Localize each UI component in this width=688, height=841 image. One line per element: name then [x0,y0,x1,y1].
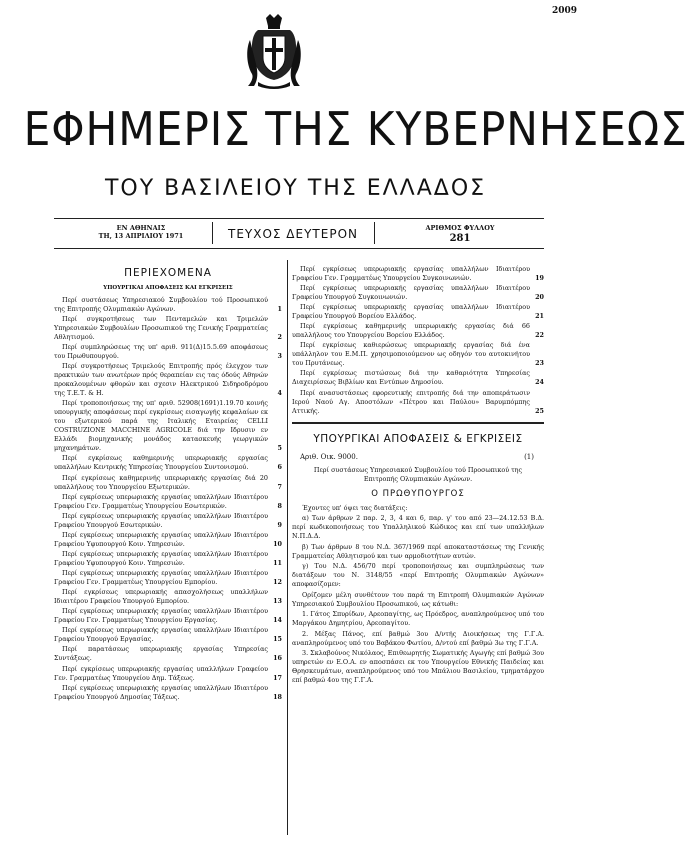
contents-item[interactable] [54,665,282,683]
contents-item-page: 16 [273,654,282,663]
column-divider [287,260,288,835]
contents-item[interactable] [292,265,544,283]
decision-index: (1) [524,452,534,461]
header-divider-left [212,222,213,244]
contents-item-text: Περί εγκρίσεως καθημερινής υπερωριακής εργασίας διά 20 υπαλλήλους του Υπουργείου Εξωτερικών. [54,473,268,491]
contents-item-text: Περί παρατάσεως υπερωριακής εργασίας Υπηρεσίας Συντάξεως. [54,645,268,663]
contents-item[interactable] [54,343,282,361]
contents-item[interactable] [54,362,282,398]
contents-item-text: Περί εγκρίσεως υπερωριακής εργασίας υπαλλήλων Ιδιαιτέρου Γραφείου Υπουργού Εργασίας. [54,626,268,644]
issue-date: ΤΗ, 13 ΑΠΡΙΛΙΟΥ 1971 [98,232,184,241]
contents-item[interactable] [292,322,544,340]
contents-item[interactable] [54,454,282,472]
contents-item-text: Περί εγκρίσεως υπερωριακής εργασίας υπαλλήλων Ιδιαιτέρου Γραφείου Γεν. Γραμματέως Υπουργείου Εμπορίου. [54,569,268,587]
contents-item[interactable] [292,369,544,387]
contents-item-page: 21 [535,312,544,321]
contents-item-text: Περί εγκρίσεως υπερωριακής εργασίας υπαλλήλων Ιδιαιτέρου Γραφείου Υπουργού Βορείου Ελλάδος. [292,303,530,321]
contents-item[interactable] [54,531,282,549]
decision-paragraph: 2. Μέξας Πάνος, επί βαθμώ 3ου Δ/ντής Διοικήσεως της Γ.Γ.Α. αναπληρούμενος υπό του Βαβάκου Φωτίου, Δ/ντού επί βαθμώ 3ω της Γ.Γ.Α. [292,629,544,647]
issue-place-date [76,224,206,241]
contents-item-page: 4 [277,389,282,398]
contents-item-text: Περί συγκροτήσεως Τριμελούς Επιτροπής πρός έλεγχον των πρακτικών των ανωτέρων πρός θεραπείαν εις τας όδούς Αθηνών προκαλουμένων φθορών και σχεσιν Ηλεκτρικού Σιδηροδρόμου της Τ.Ε.Τ. & Η. [54,362,268,398]
contents-item-page: 1 [277,305,282,313]
contents-item-page: 23 [535,359,544,368]
contents-item-page: 8 [277,501,282,510]
contents-item-text: Περί εγκρίσεως υπερωριακής απασχολήσεως υπαλλήλων Ιδιαιτέρου Γραφείου Υπουργού Εμπορίου. [54,588,268,606]
contents-item-page: 11 [273,558,282,567]
contents-item-text: Περί εγκρίσεως υπερωριακής εργασίας υπαλλήλων Ιδιαιτέρου Γραφείου Υφυπουργού Κοιν. Υπηρεσιών. [54,530,268,548]
decision-authority: Ο ΠΡΩΘΥΠΟΥΡΓΟΣ [371,488,465,499]
contents-item-page: 9 [277,520,282,529]
contents-item[interactable] [54,399,282,453]
contents-item-page: 2 [277,333,282,342]
contents-item-text: Περί εγκρίσεως υπερωριακής εργασίας υπαλλήλων Ιδιαιτέρου Γραφείου Υπουργού Δημοσίας Τάξεως. [54,683,268,701]
contents-item[interactable] [54,645,282,663]
contents-item-text: Περί εγκρίσεως υπερωριακής εργασίας υπαλλήλων Ιδιαιτέρου Γραφείου Υφυπουργού Κοιν. Υπηρεσιών. [54,549,268,567]
decision-paragraph: Έχοντες υπ' όψει τας διατάξεις: [302,503,408,512]
contents-item-page: 19 [535,274,544,282]
contents-item-page: 6 [277,463,282,472]
contents-item[interactable] [292,303,544,321]
contents-item[interactable] [54,569,282,587]
contents-list-right [292,265,544,416]
contents-item-text: Περί συστάσεως Υπηρεσιακού Συμβουλίου τού Προσωπικού της Επιτροπής Ολυμπιακών Αγώνων. [54,296,268,313]
decision-paragraph: β) Των άρθρων 8 του Ν.Δ. 367/1969 περί αποκαταστάσεως της Γενικής Γραμματείας Αθλητισμού και των αρμοδιοτήτων αυτών. [292,542,544,560]
page-number: 2009 [551,6,577,16]
sheet-number: 281 [449,233,471,245]
contents-item-text: Περί εγκρίσεως πιστώσεως διά την καθαριότητα Υπηρεσίας Διαχειρίσεως Βιβλίων και Εντύπων Δημοσίου. [292,369,530,387]
contents-item-page: 18 [273,692,282,701]
contents-item-text: Περί συγκροτήσεως των Πενταμελών και Τριμελών Υπηρεσιακών Συμβουλίων Προσωπικού της Γενικής Γραμματείας Αθλητισμού. [54,315,268,342]
issue-series: ΤΕΥΧΟΣ ΔΕΥΤΕΡΟΝ [228,227,358,241]
contents-title: ΠΕΡΙΕΧΟΜΕΝΑ [124,267,212,279]
contents-item[interactable] [54,550,282,568]
contents-item-text: Περί τροποποιήσεως της υπ' αριθ. 52908(1691)1.19.70 κοινής υπουργικής αποφάσεως περί εγκρίσεως εισαγωγής κεφαλαίων εκ του εξωτερικού παρά της Ιταλικής Εταιρείας CELLI COSTRUZIONE MACCHINE AGRICOLE διά την Ιδρυσιν εν Ελλάδι βιομηχανικής μονάδος κατασκευής γεωργικών μηχανημάτων. [54,399,268,453]
contents-item-page: 3 [277,352,282,361]
decision-paragraph: γ) Του Ν.Δ. 456/70 περί τροποποιήσεως και συμπληρώσεως των διατάξεων του Ν. 3148/55 «περί Επιτροπής Ολυμπιακών Αγώνων» αποφασίζομεν: [292,562,544,589]
contents-item-text: Περί ανασυστάσεως εφορευτικής επιτροπής διά την αποπεράτωσιν Ιερού Ναού Αγ. Αποστόλων «Πέτρου και Παύλου» Βαρυμπόμπης Αττικής. [292,388,530,415]
contents-item-page: 7 [277,482,282,491]
contents-item[interactable] [54,607,282,625]
decision-title: Περί συστάσεως Υπηρεσιακού Συμβουλίου τού Προσωπικού της Επιτροπής Ολυμπιακών Αγώνων. [313,465,523,483]
contents-item-page: 17 [273,673,282,682]
header-bottom-rule [54,248,544,249]
right-column [292,265,544,687]
contents-column-left [54,265,282,703]
decision-paragraph: α) Των άρθρων 2 παρ. 2, 3, 4 και 6, παρ. γ' του από 23—24.12.53 Β.Δ. περί κωδικοποιήσεως του Υπαλληλικού Κώδικος και επί των υπαλλήλων Ν.Π.Δ.Δ. [292,514,544,541]
contents-item-page: 12 [273,578,282,587]
sheet-label: ΑΡΙΘΜΟΣ ΦΥΛΛΟΥ [425,224,495,232]
contents-item-page: 20 [535,293,544,302]
contents-item[interactable] [54,626,282,644]
contents-item[interactable] [54,315,282,342]
contents-item-text: Περί εγκρίσεως υπερωριακής εργασίας υπαλλήλων Ιδιαιτέρου Γραφείου Γεν. Γραμματέως Υπουργείου Εσωτερικών. [54,492,268,510]
contents-item-page: 5 [277,444,282,453]
contents-item[interactable] [54,474,282,492]
decision-number [300,453,544,461]
decision-paragraph: 1. Γάτος Σπυρίδων, Αρεοπαγίτης, ως Πρόεδρος, αναπληρούμενος υπό του Μαργάκου Δημητρίου, Αρεοπαγίτου. [292,610,544,628]
contents-item-page: 13 [273,597,282,606]
masthead-title: ΕΦΗΜΕΡΙΣ ΤΗΣ ΚΥΒΕΡΝΗΣΕΩΣ [23,102,688,156]
header-top-rule [54,218,544,219]
contents-item-text: Περί εγκρίσεως υπερωριακής εργασίας υπαλλήλων Ιδιαιτέρου Γραφείου Υπουργού Συγκοινωνιών. [292,284,530,302]
royal-coat-of-arms-emblem [244,14,304,90]
contents-item-text: Περί συμπληρώσεως της υπ' αριθ. 911(Δ)15.5.69 αποφάσεως του Πρωθυπουργού. [54,343,268,361]
contents-item-text: Περί εγκρίσεως καθημερινής υπερωριακής εργασίας διά 66 υπαλλήλους του Υπουργείου Βορείου Ελλάδος. [292,322,530,340]
contents-item-text: Περί εγκρίσεως καθημερινής υπερωριακής εργασίας υπαλλήλων Κεντρικής Υπηρεσίας Υπουργείου Συντονισμού. [54,454,268,472]
section-rule [292,422,544,424]
contents-item[interactable] [54,684,282,702]
decision-paragraph: 3. Σκλαβούνος Νικόλαος, Επιθεωρητής Σωματικής Αγωγής επί βαθμώ 3ου υπηρετών εν Ε.Ο.Α. εν αποσπάσει εκ του Υπουργείου Εθνικής Παιδείας και Θρησκευμάτων, αναπληρούμενος υπό του Μπάλιου Βασιλείου, τμηματάρχου επί βαθμώ 4ου της Γ.Γ.Α. [292,649,544,685]
contents-item[interactable] [54,588,282,606]
contents-item[interactable] [54,296,282,314]
contents-item-text: Περί εγκρίσεως υπερωριακής εργασίας υπαλλήλων Ιδιαιτέρου Γραφείου Γεν. Γραμματέως Υπουργείου Εργασίας. [54,607,268,625]
contents-list-left [54,296,282,702]
issue-place: ΕΝ ΑΘΗΝΑΙΣ [116,224,166,232]
masthead-subtitle: ΤΟΥ ΒΑΣΙΛΕΙΟΥ ΤΗΣ ΕΛΛΑΔΟΣ [104,176,487,201]
decision-number-label: Αριθ. Οικ. 9000. [300,452,358,461]
contents-item-page: 10 [273,539,282,548]
contents-item[interactable] [54,512,282,530]
decision-paragraph: Ορίζομεν μέλη συνθέτουν του παρά τη Επιτροπή Ολυμπιακών Αγώνων Υπηρεσιακού Συμβουλίου Προσωπικού, ως κάτωθι: [292,590,544,608]
contents-item[interactable] [292,389,544,416]
contents-item-page: 22 [535,331,544,340]
contents-item-text: Περί εγκρίσεως υπερωριακής εργασίας υπαλλήλων Ιδιαιτέρου Γραφείου Γεν. Γραμματέως Υπουργείου Συγκοινωνιών. [292,265,530,282]
contents-item-page: 24 [535,378,544,387]
contents-item-text: Περί εγκρίσεως καθιερώσεως υπερωριακής εργασίας διά ένα υπάλληλον του Ε.Μ.Π. χρησιμοποιούμενον ως οδηγόν του αυτοκινήτου του Πρυτάνεως. [292,341,530,368]
contents-item[interactable] [54,493,282,511]
contents-item-text: Περί εγκρίσεως υπερωριακής εργασίας υπαλλήλων Γραφείου Γεν. Γραμματέως Υπουργείου Δημ. Τάξεως. [54,664,268,682]
contents-item-page: 25 [535,406,544,415]
sheet-number-block [400,224,520,245]
contents-item-text: Περί εγκρίσεως υπερωριακής εργασίας υπαλλήλων Ιδιαιτέρου Γραφείου Υπουργού Εσωτερικών. [54,511,268,529]
contents-subtitle: ΥΠΟΥΡΓΙΚΑΙ ΑΠΟΦΑΣΕΙΣ ΚΑΙ ΕΓΚΡΙΣΕΙΣ [103,285,233,291]
header-divider-right [374,222,375,244]
contents-item-page: 14 [273,616,282,625]
decisions-section-title: ΥΠΟΥΡΓΙΚΑΙ ΑΠΟΦΑΣΕΙΣ & ΕΓΚΡΙΣΕΙΣ [313,432,523,445]
contents-item-page: 15 [273,635,282,644]
contents-item[interactable] [292,284,544,302]
contents-item[interactable] [292,341,544,368]
